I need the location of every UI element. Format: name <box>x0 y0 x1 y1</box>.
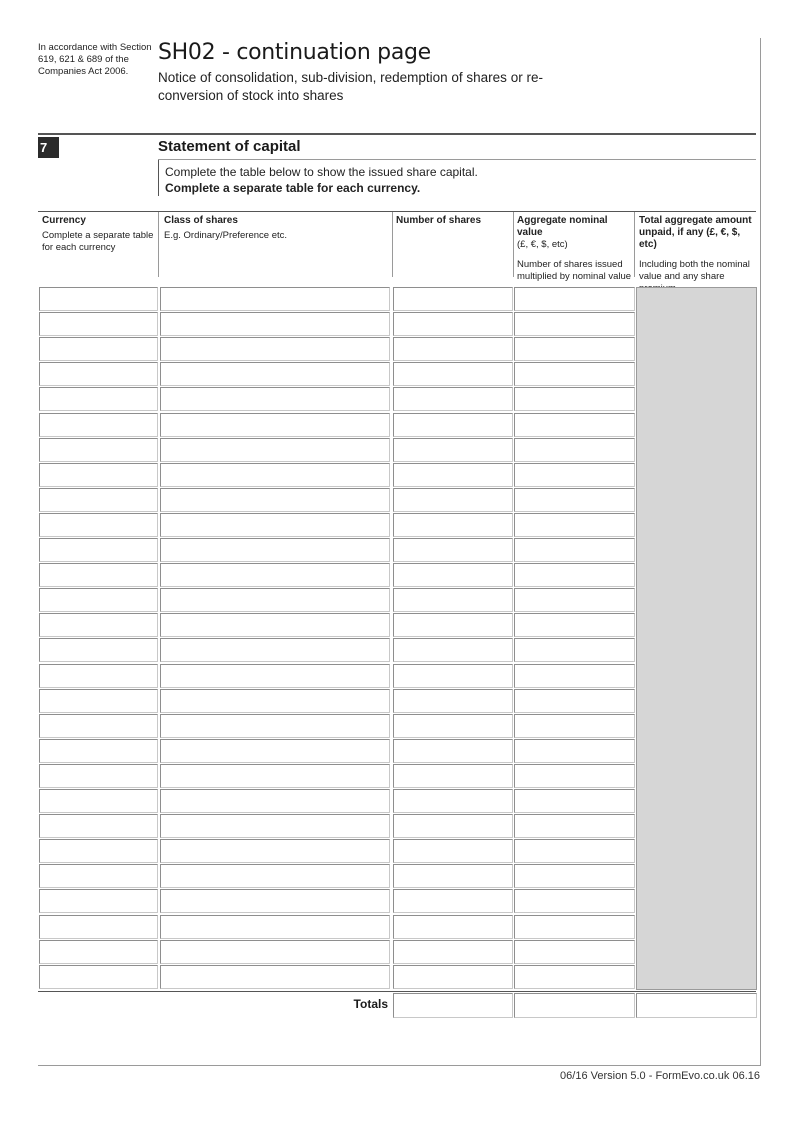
number-of-shares-cell[interactable] <box>393 915 513 939</box>
col-aggregate-header <box>517 215 633 283</box>
currency-cell[interactable] <box>39 714 158 738</box>
form-footer: 06/16 Version 5.0 - FormEvo.co.uk 06.16 <box>560 1070 760 1082</box>
col-unpaid-heading: Total aggregate amount unpaid, if any (£, €, $, etc) <box>639 215 752 250</box>
currency-cell[interactable] <box>39 965 158 989</box>
class-of-shares-cell[interactable] <box>160 588 390 612</box>
class-of-shares-cell[interactable] <box>160 664 390 688</box>
col-aggregate-heading: Aggregate nominal value <box>517 215 608 238</box>
aggregate-nominal-cell[interactable] <box>514 789 635 813</box>
class-of-shares-cell[interactable] <box>160 337 390 361</box>
class-of-shares-cell[interactable] <box>160 513 390 537</box>
number-of-shares-cell[interactable] <box>393 563 513 587</box>
number-of-shares-cell[interactable] <box>393 513 513 537</box>
class-of-shares-cell[interactable] <box>160 463 390 487</box>
class-of-shares-cell[interactable] <box>160 613 390 637</box>
total-unpaid-field[interactable] <box>636 993 757 1018</box>
class-of-shares-cell[interactable] <box>160 362 390 386</box>
number-of-shares-cell[interactable] <box>393 362 513 386</box>
total-aggregate-nominal-field[interactable] <box>514 993 635 1018</box>
col-currency-note: Complete a separate table for each currency <box>42 230 154 253</box>
aggregate-nominal-cell[interactable] <box>514 337 635 361</box>
aggregate-nominal-cell[interactable] <box>514 438 635 462</box>
class-of-shares-cell[interactable] <box>160 638 390 662</box>
currency-cell[interactable] <box>39 915 158 939</box>
aggregate-nominal-cell[interactable] <box>514 764 635 788</box>
class-of-shares-cell[interactable] <box>160 538 390 562</box>
currency-cell[interactable] <box>39 287 158 311</box>
col-number-heading: Number of shares <box>396 215 482 226</box>
class-of-shares-cell[interactable] <box>160 915 390 939</box>
aggregate-nominal-cell[interactable] <box>514 839 635 863</box>
currency-cell[interactable] <box>39 362 158 386</box>
currency-cell[interactable] <box>39 538 158 562</box>
aggregate-nominal-cell[interactable] <box>514 965 635 989</box>
aggregate-nominal-cell[interactable] <box>514 413 635 437</box>
currency-cell[interactable] <box>39 513 158 537</box>
aggregate-nominal-cell[interactable] <box>514 488 635 512</box>
currency-cell[interactable] <box>39 764 158 788</box>
class-of-shares-cell[interactable] <box>160 714 390 738</box>
col-unpaid-header <box>639 215 757 295</box>
unpaid-column-shaded <box>636 287 757 990</box>
class-of-shares-cell[interactable] <box>160 739 390 763</box>
aggregate-nominal-cell[interactable] <box>514 889 635 913</box>
class-of-shares-cell[interactable] <box>160 488 390 512</box>
header-divider-1 <box>158 212 159 277</box>
currency-cell[interactable] <box>39 438 158 462</box>
aggregate-nominal-cell[interactable] <box>514 689 635 713</box>
currency-cell[interactable] <box>39 839 158 863</box>
aggregate-nominal-cell[interactable] <box>514 287 635 311</box>
currency-cell[interactable] <box>39 613 158 637</box>
col-currency-header <box>42 215 154 254</box>
number-of-shares-cell[interactable] <box>393 940 513 964</box>
section-subrule <box>158 159 756 160</box>
number-of-shares-cell[interactable] <box>393 965 513 989</box>
number-of-shares-cell[interactable] <box>393 664 513 688</box>
col-class-heading: Class of shares <box>164 215 238 226</box>
class-of-shares-cell[interactable] <box>160 864 390 888</box>
class-of-shares-cell[interactable] <box>160 839 390 863</box>
number-of-shares-cell[interactable] <box>393 739 513 763</box>
currency-cell[interactable] <box>39 463 158 487</box>
aggregate-nominal-cell[interactable] <box>514 513 635 537</box>
section-title: Statement of capital <box>158 138 301 155</box>
totals-label: Totals <box>353 997 388 1011</box>
number-of-shares-cell[interactable] <box>393 337 513 361</box>
currency-cell[interactable] <box>39 814 158 838</box>
number-of-shares-cell[interactable] <box>393 889 513 913</box>
class-of-shares-cell[interactable] <box>160 438 390 462</box>
aggregate-nominal-cell[interactable] <box>514 463 635 487</box>
currency-cell[interactable] <box>39 739 158 763</box>
instruction-bar <box>158 160 159 196</box>
aggregate-nominal-cell[interactable] <box>514 664 635 688</box>
aggregate-nominal-cell[interactable] <box>514 613 635 637</box>
currency-cell[interactable] <box>39 940 158 964</box>
currency-cell[interactable] <box>39 488 158 512</box>
header-divider-4 <box>634 212 635 277</box>
aggregate-nominal-cell[interactable] <box>514 915 635 939</box>
section-instructions <box>165 164 478 196</box>
currency-cell[interactable] <box>39 337 158 361</box>
total-number-shares-field[interactable] <box>393 993 513 1018</box>
form-title: SH02 - continuation page <box>158 40 431 65</box>
col-class-header <box>164 215 384 242</box>
col-aggregate-note: Number of shares issued multiplied by nominal value <box>517 259 632 282</box>
number-of-shares-cell[interactable] <box>393 764 513 788</box>
col-number-header <box>396 215 508 227</box>
number-of-shares-cell[interactable] <box>393 488 513 512</box>
aggregate-nominal-cell[interactable] <box>514 638 635 662</box>
page-border-bottom <box>38 1065 760 1066</box>
currency-cell[interactable] <box>39 789 158 813</box>
aggregate-nominal-cell[interactable] <box>514 588 635 612</box>
number-of-shares-cell[interactable] <box>393 287 513 311</box>
instruction-line-1: Complete the table below to show the issued share capital. <box>165 165 478 179</box>
aggregate-nominal-cell[interactable] <box>514 814 635 838</box>
legal-note: In accordance with Section 619, 621 & 689 of the Companies Act 2006. <box>38 42 152 77</box>
number-of-shares-cell[interactable] <box>393 839 513 863</box>
class-of-shares-cell[interactable] <box>160 287 390 311</box>
instruction-line-2: Complete a separate table for each currency. <box>165 181 421 195</box>
number-of-shares-cell[interactable] <box>393 387 513 411</box>
number-of-shares-cell[interactable] <box>393 814 513 838</box>
class-of-shares-cell[interactable] <box>160 387 390 411</box>
aggregate-nominal-cell[interactable] <box>514 940 635 964</box>
currency-cell[interactable] <box>39 664 158 688</box>
form-subtitle: Notice of consolidation, sub-division, redemption of shares or re-conversion of stock into shares <box>158 70 543 103</box>
number-of-shares-cell[interactable] <box>393 864 513 888</box>
number-of-shares-cell[interactable] <box>393 689 513 713</box>
header-divider-2 <box>392 212 393 277</box>
currency-cell[interactable] <box>39 588 158 612</box>
number-of-shares-cell[interactable] <box>393 714 513 738</box>
aggregate-nominal-cell[interactable] <box>514 362 635 386</box>
number-of-shares-cell[interactable] <box>393 463 513 487</box>
number-of-shares-cell[interactable] <box>393 588 513 612</box>
aggregate-nominal-cell[interactable] <box>514 714 635 738</box>
number-of-shares-cell[interactable] <box>393 638 513 662</box>
table-header-top <box>38 211 756 212</box>
class-of-shares-cell[interactable] <box>160 789 390 813</box>
section-number: 7 <box>38 137 59 158</box>
section-rule <box>38 133 756 135</box>
class-of-shares-cell[interactable] <box>160 965 390 989</box>
class-of-shares-cell[interactable] <box>160 814 390 838</box>
class-of-shares-cell[interactable] <box>160 312 390 336</box>
class-of-shares-cell[interactable] <box>160 413 390 437</box>
aggregate-nominal-cell[interactable] <box>514 864 635 888</box>
currency-cell[interactable] <box>39 563 158 587</box>
number-of-shares-cell[interactable] <box>393 538 513 562</box>
currency-cell[interactable] <box>39 312 158 336</box>
col-currency-heading: Currency <box>42 215 86 226</box>
number-of-shares-cell[interactable] <box>393 438 513 462</box>
class-of-shares-cell[interactable] <box>160 563 390 587</box>
aggregate-nominal-cell[interactable] <box>514 739 635 763</box>
class-of-shares-cell[interactable] <box>160 689 390 713</box>
currency-cell[interactable] <box>39 413 158 437</box>
totals-rule <box>38 991 756 992</box>
currency-cell[interactable] <box>39 638 158 662</box>
currency-cell[interactable] <box>39 387 158 411</box>
aggregate-nominal-cell[interactable] <box>514 538 635 562</box>
number-of-shares-cell[interactable] <box>393 613 513 637</box>
aggregate-nominal-cell[interactable] <box>514 312 635 336</box>
class-of-shares-cell[interactable] <box>160 940 390 964</box>
class-of-shares-cell[interactable] <box>160 889 390 913</box>
number-of-shares-cell[interactable] <box>393 789 513 813</box>
currency-cell[interactable] <box>39 689 158 713</box>
number-of-shares-cell[interactable] <box>393 413 513 437</box>
aggregate-nominal-cell[interactable] <box>514 563 635 587</box>
currency-cell[interactable] <box>39 889 158 913</box>
currency-cell[interactable] <box>39 864 158 888</box>
number-of-shares-cell[interactable] <box>393 312 513 336</box>
aggregate-nominal-cell[interactable] <box>514 387 635 411</box>
class-of-shares-cell[interactable] <box>160 764 390 788</box>
col-class-note: E.g. Ordinary/Preference etc. <box>164 230 288 241</box>
col-aggregate-sub: (£, €, $, etc) <box>517 239 568 250</box>
header-divider-3 <box>513 212 514 277</box>
col-unpaid-note: Including both the nominal value and any share <box>639 259 750 282</box>
page-border-right <box>760 38 761 1066</box>
